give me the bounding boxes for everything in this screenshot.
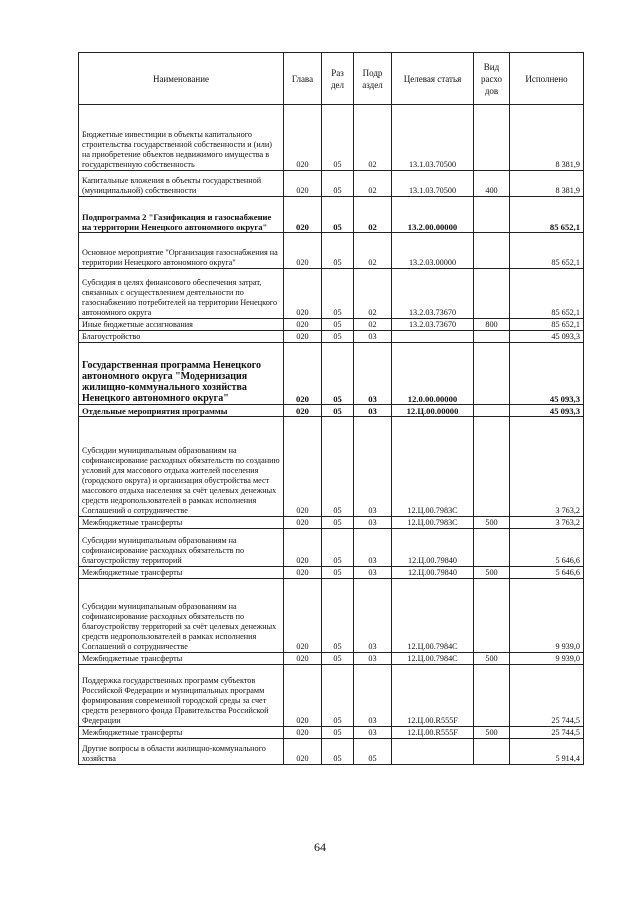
row-podrazdel: 03	[354, 529, 392, 567]
row-target: 12.Ц.00.7983С	[392, 517, 474, 529]
row-razdel: 05	[322, 343, 354, 405]
row-podrazdel: 02	[354, 171, 392, 197]
table-row	[79, 233, 584, 269]
row-podrazdel: 03	[354, 331, 392, 343]
row-razdel: 05	[322, 405, 354, 417]
row-glava: 020	[284, 197, 322, 233]
row-name: Субсидии муниципальным образованиям на софинансирование расходных обязательств по благоустройству территорий за счёт целевых денежных средств недропользователей в рамках исполнения Соглашений о сотрудничестве	[79, 579, 284, 653]
row-name: Межбюджетные трансферты	[79, 567, 284, 579]
row-target: 12.Ц.00.R555F	[392, 727, 474, 739]
row-executed: 5 646,6	[510, 567, 584, 579]
row-vid: 500	[474, 727, 510, 739]
table-row	[79, 405, 584, 417]
row-razdel: 05	[322, 579, 354, 653]
row-name: Бюджетные инвестиции в объекты капитального строительства государственной собственности и (или) на приобретение объектов недвижимого имущества в государственную собственность	[79, 105, 284, 171]
row-executed: 9 939,0	[510, 653, 584, 665]
row-glava: 020	[284, 665, 322, 727]
row-name: Межбюджетные трансферты	[79, 727, 284, 739]
row-podrazdel: 03	[354, 567, 392, 579]
row-executed: 45 093,3	[510, 343, 584, 405]
table-row	[79, 197, 584, 233]
header-vid: Вид расхо дов	[474, 53, 510, 105]
row-podrazdel: 03	[354, 405, 392, 417]
row-target: 13.2.03.00000	[392, 233, 474, 269]
row-glava: 020	[284, 105, 322, 171]
row-glava: 020	[284, 567, 322, 579]
row-vid: 500	[474, 517, 510, 529]
budget-table	[78, 52, 584, 765]
row-razdel: 05	[322, 319, 354, 331]
row-razdel: 05	[322, 665, 354, 727]
row-name: Основное мероприятие "Организация газоснабжения на территории Ненецкого автономного округа"	[79, 233, 284, 269]
table-row	[79, 343, 584, 405]
table-row	[79, 665, 584, 727]
row-glava: 020	[284, 653, 322, 665]
row-name: Капитальные вложения в объекты государственной (муниципальной) собственности	[79, 171, 284, 197]
row-executed: 5 646,6	[510, 529, 584, 567]
table-row	[79, 319, 584, 331]
row-executed: 85 652,1	[510, 319, 584, 331]
row-target: 12.Ц.00.7984С	[392, 579, 474, 653]
row-razdel: 05	[322, 233, 354, 269]
row-executed: 3 763,2	[510, 417, 584, 517]
row-glava: 020	[284, 331, 322, 343]
row-target	[392, 739, 474, 765]
row-name: Подпрограмма 2 "Газификация и газоснабжение на территории Ненецкого автономного округа"	[79, 197, 284, 233]
table-row	[79, 171, 584, 197]
row-podrazdel: 03	[354, 517, 392, 529]
row-executed: 45 093,3	[510, 405, 584, 417]
row-vid	[474, 343, 510, 405]
row-podrazdel: 03	[354, 653, 392, 665]
row-podrazdel: 02	[354, 269, 392, 319]
row-podrazdel: 02	[354, 319, 392, 331]
row-podrazdel: 03	[354, 665, 392, 727]
row-vid: 800	[474, 319, 510, 331]
row-razdel: 05	[322, 567, 354, 579]
table-row	[79, 727, 584, 739]
row-glava: 020	[284, 405, 322, 417]
row-vid: 400	[474, 171, 510, 197]
row-name: Межбюджетные трансферты	[79, 517, 284, 529]
row-vid	[474, 739, 510, 765]
row-glava: 020	[284, 319, 322, 331]
table-row	[79, 417, 584, 517]
row-razdel: 05	[322, 105, 354, 171]
table-row	[79, 529, 584, 567]
header-razdel: Раз дел	[322, 53, 354, 105]
row-vid	[474, 405, 510, 417]
table-row	[79, 105, 584, 171]
row-glava: 020	[284, 233, 322, 269]
header-glava: Глава	[284, 53, 322, 105]
row-executed: 3 763,2	[510, 517, 584, 529]
header-target: Целевая статья	[392, 53, 474, 105]
row-target: 12.Ц.00.00000	[392, 405, 474, 417]
row-vid: 500	[474, 567, 510, 579]
row-executed: 9 939,0	[510, 579, 584, 653]
row-glava: 020	[284, 517, 322, 529]
row-glava: 020	[284, 727, 322, 739]
row-vid	[474, 417, 510, 517]
row-razdel: 05	[322, 727, 354, 739]
row-executed: 8 381,9	[510, 105, 584, 171]
row-vid	[474, 197, 510, 233]
row-podrazdel: 03	[354, 343, 392, 405]
row-executed: 85 652,1	[510, 269, 584, 319]
row-podrazdel: 05	[354, 739, 392, 765]
row-podrazdel: 02	[354, 105, 392, 171]
row-target: 12.Ц.00.79840	[392, 529, 474, 567]
row-executed: 8 381,9	[510, 171, 584, 197]
row-name: Отдельные мероприятия программы	[79, 405, 284, 417]
row-razdel: 05	[322, 739, 354, 765]
row-executed: 85 652,1	[510, 197, 584, 233]
row-glava: 020	[284, 417, 322, 517]
row-executed: 85 652,1	[510, 233, 584, 269]
table-row	[79, 331, 584, 343]
row-glava: 020	[284, 171, 322, 197]
row-vid	[474, 331, 510, 343]
row-target: 13.2.03.73670	[392, 319, 474, 331]
table-row	[79, 739, 584, 765]
row-target: 13.1.03.70500	[392, 171, 474, 197]
row-target: 12.Ц.00.7984С	[392, 653, 474, 665]
row-name: Субсидии муниципальным образованиям на софинансирование расходных обязательств по созданию условий для массового отдыха жителей поселения (городского округа) и организация обустройства мест массового отдыха населения за счёт целевых денежных средств недропользователей в рамках исполнения Соглашений о сотрудничестве	[79, 417, 284, 517]
row-razdel: 05	[322, 197, 354, 233]
page-number: 64	[314, 840, 326, 854]
header-name: Наименование	[79, 53, 284, 105]
table-row	[79, 567, 584, 579]
row-podrazdel: 03	[354, 579, 392, 653]
row-razdel: 05	[322, 517, 354, 529]
row-razdel: 05	[322, 331, 354, 343]
row-name: Поддержка государственных программ субъектов Российской Федерации и муниципальных программ формирования современной городской среды за счет средств резервного фонда Правительства Российской Федерации	[79, 665, 284, 727]
row-razdel: 05	[322, 171, 354, 197]
row-razdel: 05	[322, 269, 354, 319]
row-name: Благоустройство	[79, 331, 284, 343]
row-vid	[474, 665, 510, 727]
row-podrazdel: 03	[354, 727, 392, 739]
row-vid	[474, 529, 510, 567]
row-target: 12.Ц.00.R555F	[392, 665, 474, 727]
row-executed: 5 914,4	[510, 739, 584, 765]
row-glava: 020	[284, 739, 322, 765]
row-executed: 25 744,5	[510, 665, 584, 727]
row-target	[392, 331, 474, 343]
row-podrazdel: 02	[354, 197, 392, 233]
table-row	[79, 579, 584, 653]
row-executed: 45 093,3	[510, 331, 584, 343]
row-name: Государственная программа Ненецкого автономного округа "Модернизация жилищно-коммунального хозяйства Ненецкого автономного округа"	[79, 343, 284, 405]
row-glava: 020	[284, 269, 322, 319]
table-row	[79, 517, 584, 529]
row-target: 12.Ц.00.7983С	[392, 417, 474, 517]
row-target: 13.1.03.70500	[392, 105, 474, 171]
row-podrazdel: 03	[354, 417, 392, 517]
row-glava: 020	[284, 343, 322, 405]
row-razdel: 05	[322, 417, 354, 517]
row-vid	[474, 233, 510, 269]
row-name: Субсидия в целях финансового обеспечения затрат, связанных с осуществлением деятельности по газоснабжению потребителей на территории Ненецкого автономного округа	[79, 269, 284, 319]
row-name: Межбюджетные трансферты	[79, 653, 284, 665]
row-podrazdel: 02	[354, 233, 392, 269]
row-target: 13.2.00.00000	[392, 197, 474, 233]
row-vid	[474, 105, 510, 171]
table-row	[79, 269, 584, 319]
row-executed: 25 744,5	[510, 727, 584, 739]
table-row	[79, 653, 584, 665]
table-body	[79, 105, 584, 765]
row-vid	[474, 579, 510, 653]
header-executed: Исполнено	[510, 53, 584, 105]
row-razdel: 05	[322, 529, 354, 567]
header-podrazdel: Подр аздел	[354, 53, 392, 105]
row-target: 13.2.03.73670	[392, 269, 474, 319]
row-target: 12.0.00.00000	[392, 343, 474, 405]
row-vid: 500	[474, 653, 510, 665]
row-target: 12.Ц.00.79840	[392, 567, 474, 579]
row-name: Субсидии муниципальным образованиям на софинансирование расходных обязательств по благоустройству территорий	[79, 529, 284, 567]
row-name: Иные бюджетные ассигнования	[79, 319, 284, 331]
row-glava: 020	[284, 529, 322, 567]
row-name: Другие вопросы в области жилищно-коммунального хозяйства	[79, 739, 284, 765]
row-glava: 020	[284, 579, 322, 653]
row-razdel: 05	[322, 653, 354, 665]
table-header-row	[79, 53, 584, 105]
row-vid	[474, 269, 510, 319]
